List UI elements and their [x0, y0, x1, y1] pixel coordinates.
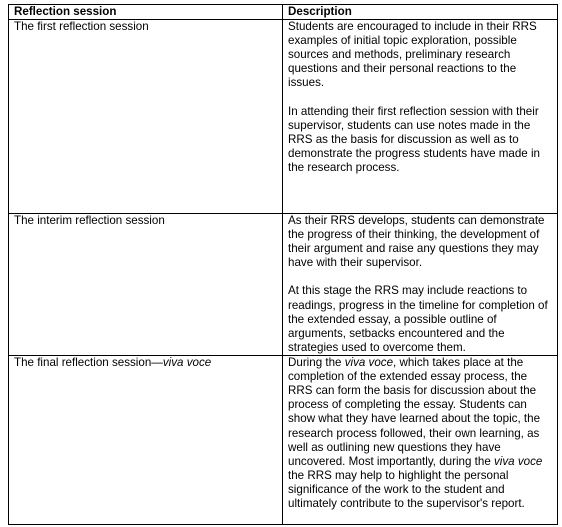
- text-run: , which takes place at the completion of the extended essay process, the RRS can form the basis for discussion about the process of completing the essay. Students can show what they have learned about the topic, the research process followed, their own learning, as well as outlining new questions they have uncovered. Most importantly, during the: [288, 356, 541, 468]
- text-run-italic: viva voce: [344, 356, 394, 370]
- session-description: [283, 356, 558, 525]
- table-header-row: [9, 5, 558, 20]
- session-name: The interim reflection session: [9, 214, 283, 356]
- header-description: Description: [283, 5, 558, 20]
- text-run: the RRS may help to highlight the personal significance of the work to the student and ultimately contribute to the supervisor's report.: [288, 468, 525, 511]
- session-name: [9, 356, 283, 525]
- description-paragraph: As their RRS develops, students can demonstrate the progress of their thinking, the development of their argument and raise any questions they may have with their supervisor.: [288, 214, 545, 270]
- session-name-italic: viva voce: [162, 356, 212, 370]
- session-description: [283, 214, 558, 356]
- table-row: [9, 356, 558, 525]
- session-name: The first reflection session: [9, 20, 283, 214]
- session-description: [283, 20, 558, 214]
- text-run-italic: viva voce: [494, 454, 543, 468]
- session-name-main: The final reflection session—: [14, 356, 163, 370]
- description-paragraph: Students are encouraged to include in their RRS examples of initial topic exploration, possible sources and methods, preliminary research questions and their personal reactions to the issues.: [288, 20, 537, 90]
- description-paragraph: In attending their first reflection session with their supervisor, students can use notes made in the RRS as the basis for discussion as well as to demonstrate the progress students have made in the research process.: [288, 104, 540, 174]
- header-reflection-session: Reflection session: [9, 5, 283, 20]
- text-run: During the: [288, 356, 345, 370]
- description-paragraph: [288, 356, 551, 511]
- table-row: [9, 214, 558, 356]
- description-paragraph: At this stage the RRS may include reactions to readings, progress in the timeline for completion of the extended essay, a possible outline of arguments, setbacks encountered and the strategies used to overcome them.: [288, 284, 548, 354]
- table-row: [9, 20, 558, 214]
- reflection-table: [8, 4, 558, 525]
